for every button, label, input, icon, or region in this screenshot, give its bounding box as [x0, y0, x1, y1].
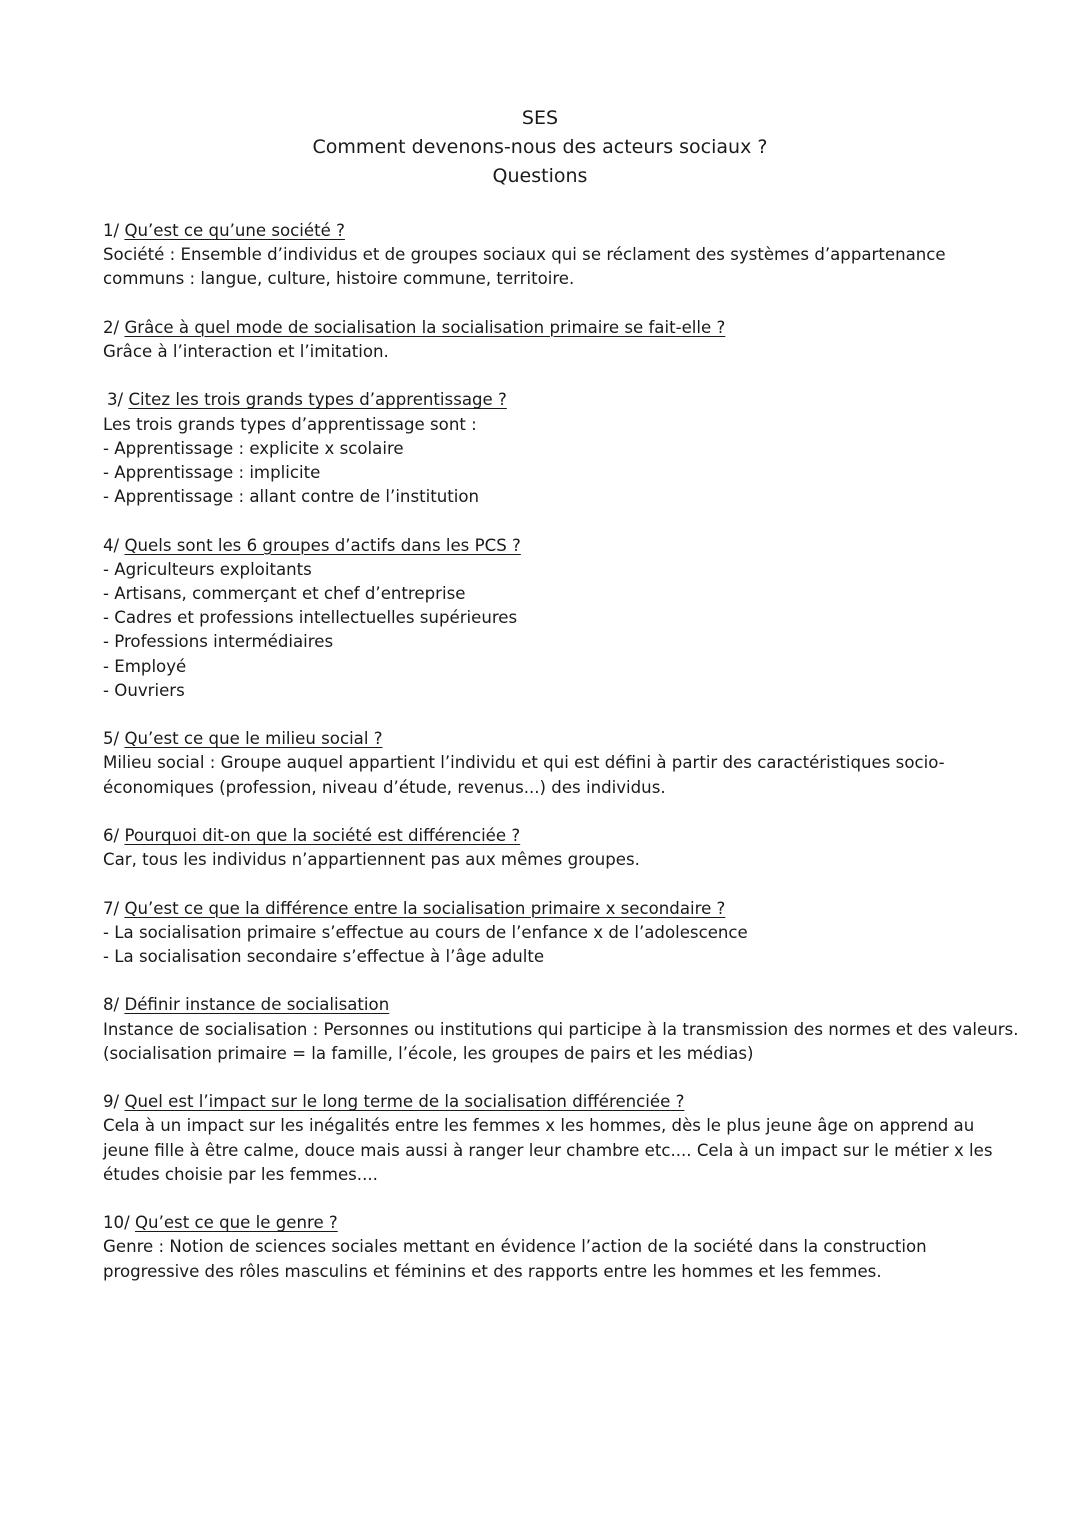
answer-line: Milieu social : Groupe auquel appartient l’individu et qui est défini à partir des caractéristiques socio-	[103, 753, 945, 773]
subject-title: SES	[521, 107, 559, 129]
answer-line: - La socialisation secondaire s’effectue à l’âge adulte	[103, 947, 545, 966]
answer-line: - Ouvriers	[103, 680, 185, 700]
question-section-10	[103, 1211, 1003, 1284]
answer-line: Les trois grands types d’apprentissage sont :	[103, 414, 477, 434]
question-number: 10/	[103, 1213, 130, 1233]
answer-line: Cela à un impact sur les inégalités entre les femmes x les hommes, dès le plus jeune âge on apprend au	[103, 1116, 975, 1136]
question-text: Qu’est ce que la différence entre la socialisation primaire x secondaire ?	[124, 898, 726, 918]
answer-line: communs : langue, culture, histoire commune, territoire.	[103, 269, 575, 289]
question-section-7	[103, 897, 1003, 970]
question-number: 8/	[103, 995, 120, 1015]
question-section-4	[103, 534, 1003, 703]
question-text: Citez les trois grands types d’apprentissage ?	[128, 390, 507, 410]
answer-line: études choisie par les femmes....	[103, 1164, 378, 1184]
question-text: Définir instance de socialisation	[124, 995, 390, 1015]
question-section-9	[103, 1090, 1003, 1187]
answer-line: - Artisans, commerçant et chef d’entreprise	[103, 584, 466, 603]
answer-line: - Apprentissage : implicite	[103, 463, 321, 482]
page-subtitle: Questions	[492, 165, 588, 187]
question-heading	[103, 219, 1003, 243]
question-number: 2/	[103, 317, 120, 337]
answer-line: Car, tous les individus n’appartiennent pas aux mêmes groupes.	[103, 850, 640, 870]
question-number: 9/	[103, 1092, 120, 1112]
answer-line: Instance de socialisation : Personnes ou institutions qui participe à la transmission des normes et des valeurs.	[103, 1019, 1019, 1039]
answer-line: progressive des rôles masculins et féminins et des rapports entre les hommes et les femmes.	[103, 1261, 882, 1281]
answer-line: - Agriculteurs exploitants	[103, 559, 312, 579]
question-heading	[103, 897, 1003, 921]
question-heading	[103, 534, 1003, 558]
question-number: 5/	[103, 729, 120, 749]
question-number: 7/	[103, 898, 120, 918]
question-text: Quel est l’impact sur le long terme de la socialisation différenciée ?	[124, 1092, 685, 1112]
answer-line: (socialisation primaire = la famille, l’école, les groupes de pairs et les médias)	[103, 1043, 754, 1063]
question-section-8	[103, 993, 1019, 1066]
question-section-1	[103, 219, 1003, 292]
question-heading	[103, 1090, 1003, 1114]
answer-line: - Apprentissage : explicite x scolaire	[103, 438, 404, 458]
question-heading	[103, 993, 1003, 1017]
question-number: 4/	[103, 535, 120, 555]
question-heading	[103, 824, 1003, 848]
question-heading	[103, 388, 1003, 412]
answer-line: Société : Ensemble d’individus et de groupes sociaux qui se réclament des systèmes d’appartenance	[103, 245, 946, 265]
question-section-6	[103, 824, 1003, 872]
page-title: Comment devenons-nous des acteurs sociaux ?	[312, 136, 768, 158]
question-heading	[103, 727, 1003, 751]
question-text: Pourquoi dit-on que la société est différenciée ?	[124, 826, 521, 845]
answer-line: jeune fille à être calme, douce mais aussi à ranger leur chambre etc.... Cela à un impact sur le métier x les	[103, 1140, 993, 1160]
question-section-2	[103, 316, 1003, 364]
answer-line: - Professions intermédiaires	[103, 632, 334, 652]
question-heading	[103, 316, 1003, 340]
answer-line: économiques (profession, niveau d’étude, revenus...) des individus.	[103, 777, 666, 797]
answer-line: - La socialisation primaire s’effectue au cours de l’enfance x de l’adolescence	[103, 922, 748, 942]
answer-line: Grâce à l’interaction et l’imitation.	[103, 342, 389, 361]
answer-line: - Cadres et professions intellectuelles supérieures	[103, 608, 518, 628]
question-section-3	[103, 388, 1003, 509]
question-text: Qu’est ce que le genre ?	[135, 1213, 338, 1233]
question-text: Quels sont les 6 groupes d’actifs dans les PCS ?	[124, 535, 521, 555]
question-number: 1/	[103, 221, 120, 240]
question-text: Qu’est ce qu’une société ?	[124, 221, 345, 240]
answer-line: - Employé	[103, 656, 187, 676]
question-number: 3/	[107, 390, 124, 410]
question-text: Grâce à quel mode de socialisation la socialisation primaire se fait-elle ?	[124, 317, 726, 337]
document-header	[0, 104, 1080, 191]
answer-line: - Apprentissage : allant contre de l’institution	[103, 487, 480, 507]
question-section-5	[103, 727, 1003, 800]
question-number: 6/	[103, 826, 120, 845]
questions-list	[103, 219, 1019, 1308]
question-heading	[103, 1211, 1003, 1235]
answer-line: Genre : Notion de sciences sociales mettant en évidence l’action de la société dans la construction	[103, 1237, 927, 1257]
question-text: Qu’est ce que le milieu social ?	[124, 729, 383, 749]
